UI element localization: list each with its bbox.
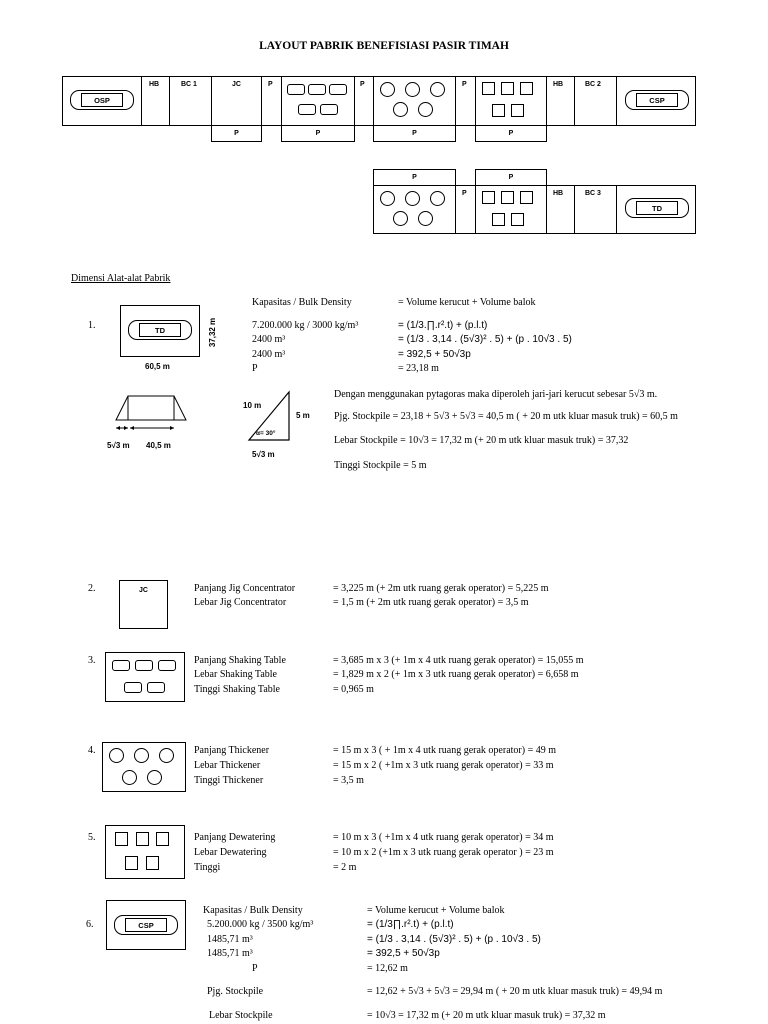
dewatering-icon <box>482 82 495 95</box>
td-stockpile-icon <box>128 320 192 340</box>
shaking-table-icon <box>147 682 165 693</box>
spec-right-2: = 0,965 m <box>333 684 374 695</box>
thickener-icon <box>109 748 124 763</box>
tri-side-label: 5 m <box>296 411 310 420</box>
spec-left-2: Tinggi <box>194 862 221 873</box>
calc-right-4: = 12,62 m <box>367 963 408 974</box>
spec-left-0: Panjang Jig Concentrator <box>194 583 296 594</box>
shaking-table-icon <box>298 104 316 115</box>
tri-angle-label: α= 30° <box>256 430 276 437</box>
jc-label: JC <box>232 81 241 88</box>
item-number: 1. <box>88 320 96 331</box>
jc-label: JC <box>139 587 148 594</box>
pjg-stockpile-value: = 12,62 + 5√3 + 5√3 = 29,94 m ( + 20 m utk kluar masuk truk) = 49,94 m <box>367 986 663 997</box>
spec-right-2: = 2 m <box>333 862 357 873</box>
td-label: TD <box>139 323 181 337</box>
thickener-icon <box>159 748 174 763</box>
trap-right-label: 40,5 m <box>146 441 171 450</box>
calc-right-3: = 392,5 + 50√3p <box>398 349 471 360</box>
spec-left-2: Tinggi Shaking Table <box>194 684 280 695</box>
calc-left-4: P <box>252 963 258 974</box>
td-label: TD <box>636 201 678 215</box>
spec-right-1: = 15 m x 2 ( +1m x 3 utk ruang gerak operator) = 33 m <box>333 760 554 771</box>
p-label: P <box>462 190 467 197</box>
tri-base-label: 5√3 m <box>252 450 275 459</box>
thickener-icon <box>418 211 433 226</box>
item-number: 6. <box>86 919 94 930</box>
note-1: Pjg. Stockpile = 23,18 + 5√3 + 5√3 = 40,5 m ( + 20 m utk kluar masuk truk) = 60,5 m <box>334 411 678 422</box>
shaking-table-icon <box>287 84 305 95</box>
bc3-label: BC 3 <box>585 190 601 197</box>
thickener-icon <box>122 770 137 785</box>
item-number: 2. <box>88 583 96 594</box>
tri-top-label: 10 m <box>243 401 262 410</box>
p-label: P <box>412 174 417 181</box>
shaking-table-icon <box>158 660 176 671</box>
p-label: P <box>360 81 365 88</box>
p-label: P <box>462 81 467 88</box>
spec-right-1: = 10 m x 2 (+1m x 3 utk ruang gerak operator ) = 23 m <box>333 847 554 858</box>
calc-left-1: 7.200.000 kg / 3000 kg/m³ <box>252 320 359 331</box>
calc-left-0: Kapasitas / Bulk Density <box>252 297 352 308</box>
spec-right-0: = 3,685 m x 3 (+ 1m x 4 utk ruang gerak operator) = 15,055 m <box>333 655 584 666</box>
csp-label: CSP <box>636 93 678 107</box>
p-label: P <box>315 130 321 137</box>
spec-right-1: = 1,5 m (+ 2m utk ruang gerak operator) = 3,5 m <box>333 597 529 608</box>
td-stockpile-icon <box>625 198 689 218</box>
note-2: Lebar Stockpile = 10√3 = 17,32 m (+ 20 m utk kluar masuk truk) = 37,32 <box>334 435 629 446</box>
dewatering-icon <box>501 82 514 95</box>
calc-right-2: = (1/3 . 3,14 . (5√3)² . 5) + (p . 10√3 . 5) <box>398 334 572 345</box>
stockpile-profile-diagram <box>108 388 198 448</box>
spec-left-1: Lebar Dewatering <box>194 847 267 858</box>
shaking-table-icon <box>124 682 142 693</box>
thickener-icon <box>405 191 420 206</box>
hb-label: HB <box>553 190 564 197</box>
thickener-icon <box>393 211 408 226</box>
dewatering-icon <box>511 104 524 117</box>
p-label: P <box>234 130 239 137</box>
dewatering-icon <box>520 82 533 95</box>
bc1-label: BC 1 <box>181 81 197 88</box>
calc-left-3: 1485,71 m³ <box>207 948 253 959</box>
spec-right-0: = 3,225 m (+ 2m utk ruang gerak operator) = 5,225 m <box>333 583 549 594</box>
osp-label: OSP <box>81 93 123 107</box>
dewatering-icon <box>520 191 533 204</box>
dewatering-icon <box>156 832 169 846</box>
shaking-table-icon <box>112 660 130 671</box>
dewatering-icon <box>482 191 495 204</box>
spec-left-1: Lebar Shaking Table <box>194 669 277 680</box>
spec-left-0: Panjang Thickener <box>194 745 270 756</box>
thickener-icon <box>380 82 395 97</box>
csp-label: CSP <box>125 918 167 932</box>
note-0: Dengan menggunakan pytagoras maka diperoleh jari-jari kerucut sebesar 5√3 m. <box>334 389 658 400</box>
dewatering-icon <box>501 191 514 204</box>
dewatering-icon <box>125 856 138 870</box>
calc-left-3: 2400 m³ <box>252 349 286 360</box>
p-label: P <box>268 81 273 88</box>
shaking-table-icon <box>308 84 326 95</box>
hb-label: HB <box>149 81 160 88</box>
lebar-stockpile-label: Lebar Stockpile <box>209 1010 273 1021</box>
shaking-table-icon <box>135 660 153 671</box>
calc-left-2: 2400 m³ <box>252 334 286 345</box>
calc-right-0: = Volume kerucut + Volume balok <box>398 297 536 308</box>
calc-right-4: = 23,18 m <box>398 363 439 374</box>
calc-left-4: P <box>252 363 258 374</box>
spec-left-2: Tinggi Thickener <box>194 775 264 786</box>
p-label: P <box>508 130 514 137</box>
dewatering-icon <box>492 104 505 117</box>
thickener-icon <box>380 191 395 206</box>
shaking-table-icon <box>320 104 338 115</box>
thickener-icon <box>393 102 408 117</box>
item-number: 5. <box>88 832 96 843</box>
calc-left-2: 1485,71 m³ <box>207 934 253 945</box>
spec-right-1: = 1,829 m x 2 (+ 1m x 3 utk ruang gerak operator) = 6,658 m <box>333 669 579 680</box>
spec-left-1: Lebar Thickener <box>194 760 261 771</box>
spec-left-0: Panjang Shaking Table <box>194 655 286 666</box>
page-title: LAYOUT PABRIK BENEFISIASI PASIR TIMAH <box>259 40 509 52</box>
bc2-label: BC 2 <box>585 81 601 88</box>
dewatering-icon <box>511 213 524 226</box>
thickener-icon <box>405 82 420 97</box>
calc-left-0: Kapasitas / Bulk Density <box>203 905 303 916</box>
width-label: 60,5 m <box>145 362 170 371</box>
spec-right-0: = 10 m x 3 ( +1m x 4 utk ruang gerak operator) = 34 m <box>333 832 554 843</box>
calc-right-3: = 392,5 + 50√3p <box>367 948 440 959</box>
calc-right-1: = (1/3.∏.r².t) + (p.l.t) <box>398 320 488 331</box>
p-label: P <box>508 174 514 181</box>
thickener-icon <box>418 102 433 117</box>
dewatering-icon <box>136 832 149 846</box>
thickener-icon <box>134 748 149 763</box>
hb-label: HB <box>553 81 564 88</box>
spec-left-0: Panjang Dewatering <box>194 832 276 843</box>
pjg-stockpile-label: Pjg. Stockpile <box>207 986 264 997</box>
spec-right-0: = 15 m x 3 ( + 1m x 4 utk ruang gerak operator) = 49 m <box>333 745 556 756</box>
dewatering-icon <box>115 832 128 846</box>
thickener-icon <box>147 770 162 785</box>
thickener-icon <box>430 82 445 97</box>
csp-stockpile-icon <box>625 90 689 110</box>
dewatering-icon <box>146 856 159 870</box>
height-label: 37,32 m <box>208 317 218 348</box>
calc-right-2: = (1/3 . 3,14 . (5√3)² . 5) + (p . 10√3 . 5) <box>367 934 541 945</box>
spec-left-1: Lebar Jig Concentrator <box>194 597 287 608</box>
csp-stockpile-icon <box>114 915 178 935</box>
spec-right-2: = 3,5 m <box>333 775 364 786</box>
item-number: 3. <box>88 655 96 666</box>
note-3: Tinggi Stockpile = 5 m <box>334 460 427 471</box>
calc-right-0: = Volume kerucut + Volume balok <box>367 905 505 916</box>
trap-left-label: 5√3 m <box>107 441 130 450</box>
section-title: Dimensi Alat-alat Pabrik <box>71 273 171 284</box>
calc-right-1: = (1/3∏.r².t) + (p.l.t) <box>367 919 454 930</box>
dewatering-icon <box>492 213 505 226</box>
calc-left-1: 5.200.000 kg / 3500 kg/m³ <box>207 919 314 930</box>
shaking-table-icon <box>329 84 347 95</box>
p-label: P <box>412 130 417 137</box>
item-number: 4. <box>88 745 96 756</box>
osp-stockpile-icon <box>70 90 134 110</box>
thickener-icon <box>430 191 445 206</box>
lebar-stockpile-value: = 10√3 = 17,32 m (+ 20 m utk kluar masuk truk) = 37,32 m <box>367 1010 606 1021</box>
